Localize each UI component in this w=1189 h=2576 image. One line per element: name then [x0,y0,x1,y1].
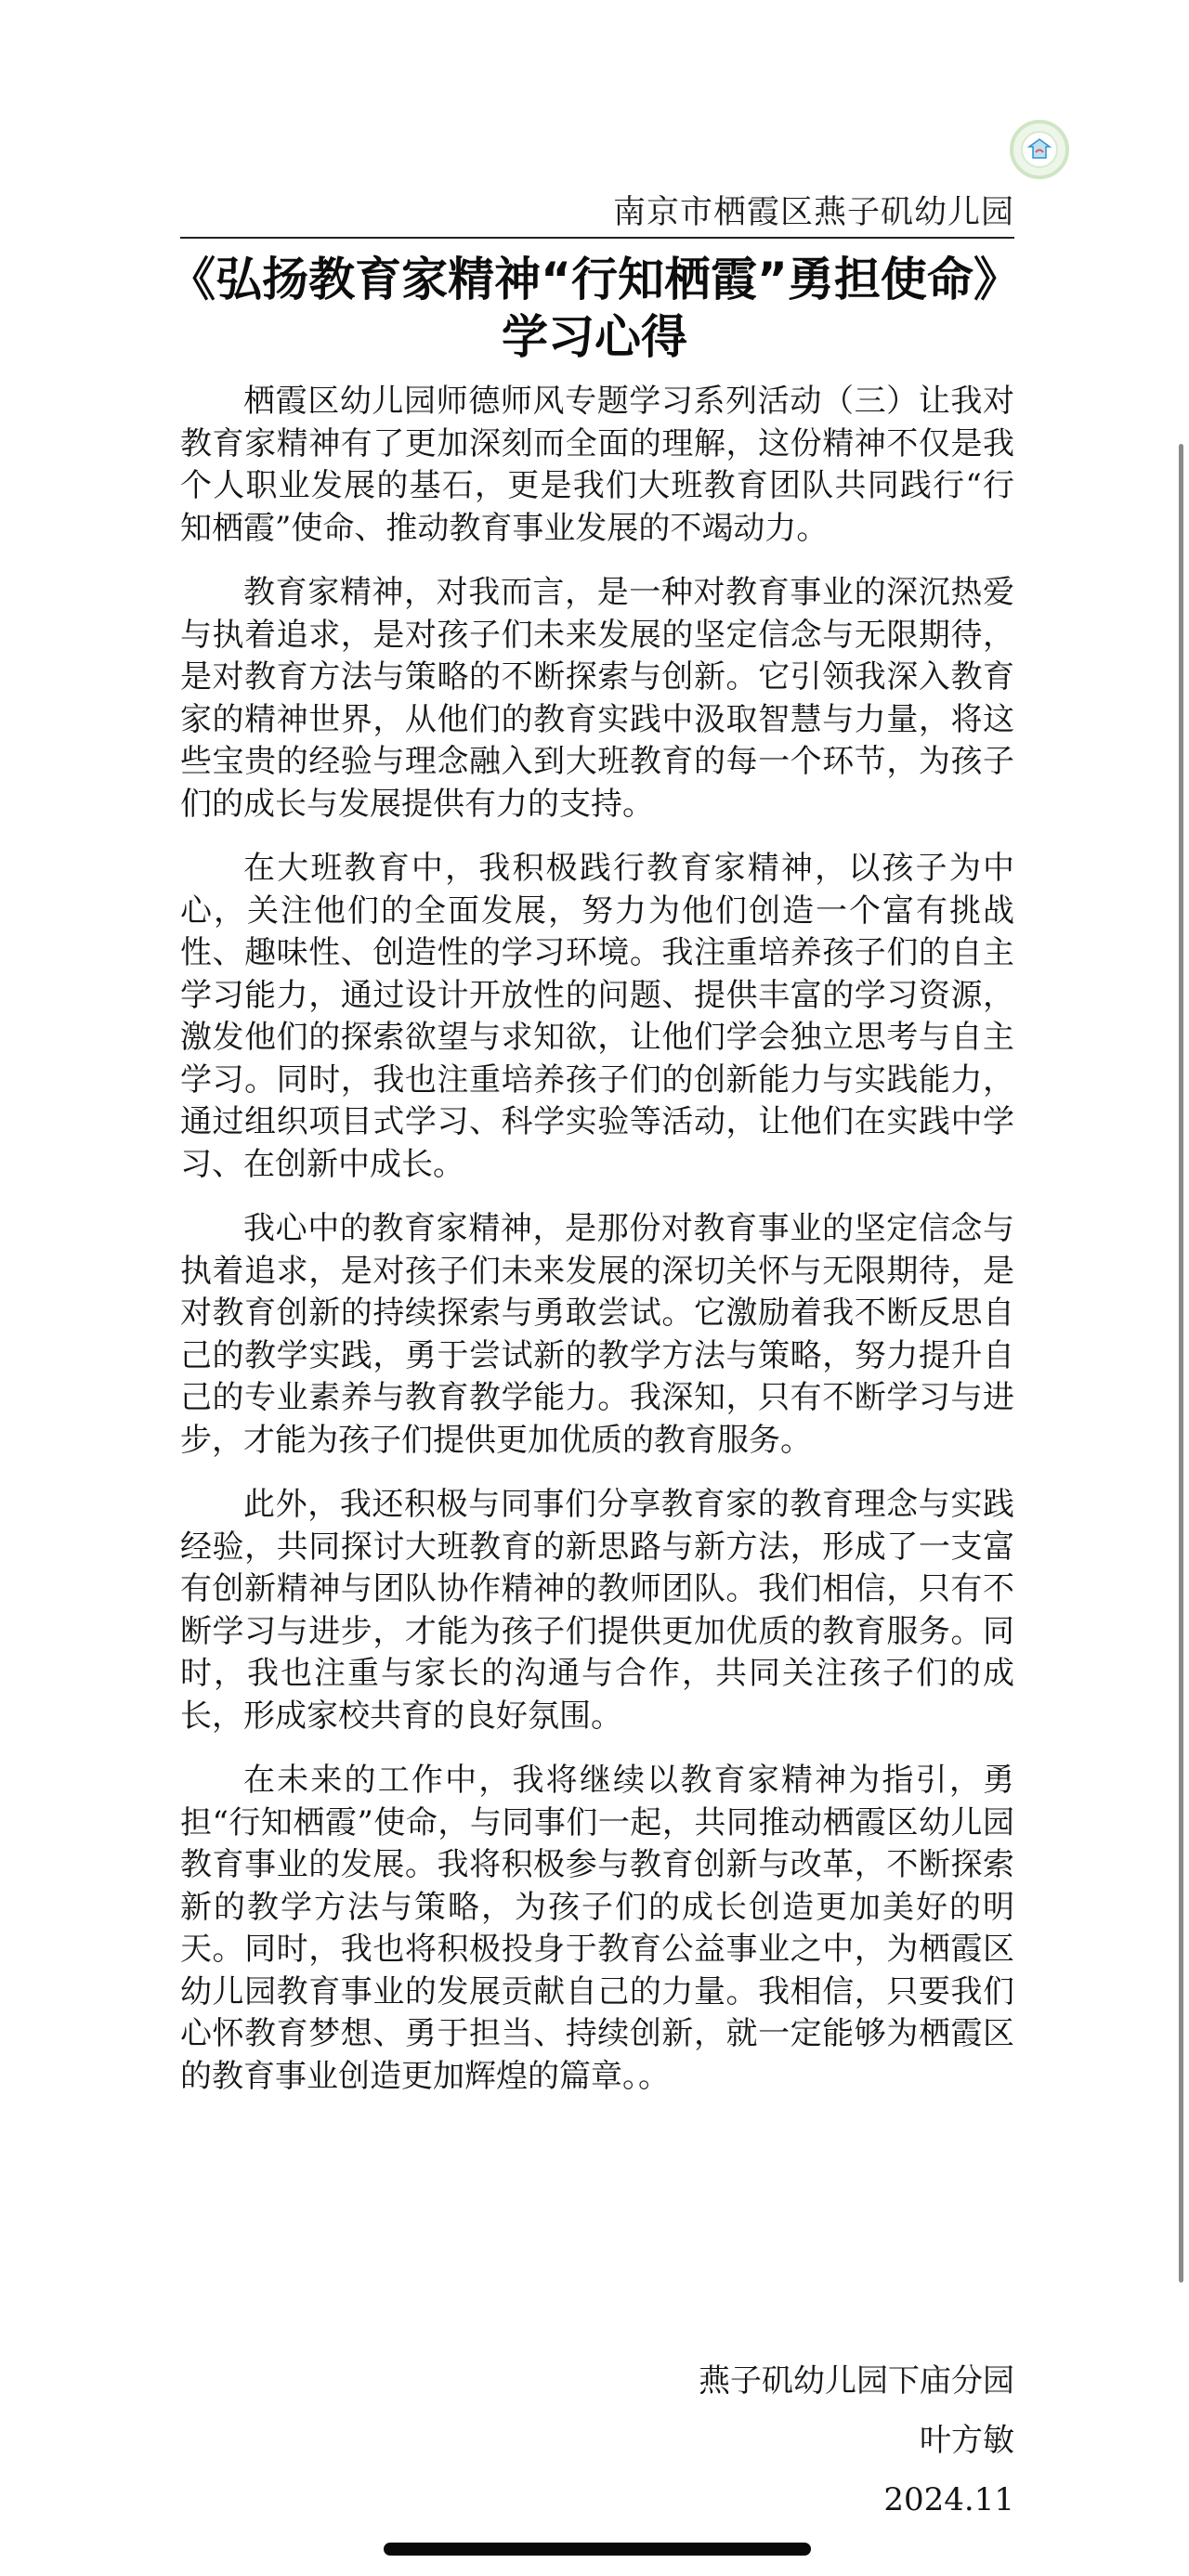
paragraph: 在未来的工作中，我将继续以教育家精神为指引，勇担“行知栖霞”使命，与同事们一起，共同推动栖霞区幼儿园教育事业的发展。我将积极参与教育创新与改革，不断探索新的教学方法与策略，为孩子们的成长创造更加美好的明天。同时，我也将积极投身于教育公益事业之中，为栖霞区幼儿园教育事业的发展贡献自己的力量。我相信，只要我们心怀教育梦想、勇于担当、持续创新，就一定能够为栖霞区的教育事业创造更加辉煌的篇章。。 [180,1762,1014,2095]
signature-date: 2024.11 [883,2481,1014,2518]
kindergarten-emblem-icon [1009,119,1070,180]
home-indicator[interactable] [384,2543,811,2556]
header-bar [180,190,1014,239]
paragraph: 栖霞区幼儿园师德师风专题学习系列活动（三）让我对教育家精神有了更加深刻而全面的理解，这份精神不仅是我个人职业发展的基石，更是我们大班教育团队共同践行“行知栖霞”使命、推动教育事业发展的不竭动力。 [180,383,1014,547]
paragraph: 我心中的教育家精神，是那份对教育事业的坚定信念与执着追求，是对孩子们未来发展的深切关怀与无限期待，是对教育创新的持续探索与勇敢尝试。它激励着我不断反思自己的教学实践，勇于尝试新的教学方法与策略，努力提升自己的专业素养与教育教学能力。我深知，只有不断学习与进步，才能为孩子们提供更加优质的教育服务。 [180,1210,1014,1459]
article-body [180,381,1014,2120]
scrollbar[interactable] [1179,444,1183,2283]
article-title: 《弘扬教育家精神“行知栖霞”勇担使命》学习心得 [169,253,1020,364]
paragraph: 在大班教育中，我积极践行教育家精神，以孩子为中心，关注他们的全面发展，努力为他们创造一个富有挑战性、趣味性、创造性的学习环境。我注重培养孩子们的自主学习能力，通过设计开放性的问题、提供丰富的学习资源，激发他们的探索欲望与求知欲，让他们学会独立思考与自主学习。同时，我也注重培养孩子们的创新能力与实践能力，通过组织项目式学习、科学实验等活动，让他们在实践中学习、在创新中成长。 [180,850,1014,1183]
school-name: 南京市栖霞区燕子矶幼儿园 [612,194,1014,231]
signature-organization: 燕子矶幼儿园下庙分园 [699,2362,1014,2400]
signature-author: 叶方敏 [920,2422,1014,2459]
paragraph: 此外，我还积极与同事们分享教育家的教育理念与实践经验，共同探讨大班教育的新思路与新方法，形成了一支富有创新精神与团队协作精神的教师团队。我们相信，只有不断学习与进步，才能为孩子们提供更加优质的教育服务。同时，我也注重与家长的沟通与合作，共同关注孩子们的成长，形成家校共育的良好氛围。 [180,1486,1014,1735]
paragraph: 教育家精神，对我而言，是一种对教育事业的深沉热爱与执着追求，是对孩子们未来发展的坚定信念与无限期待，是对教育方法与策略的不断探索与创新。它引领我深入教育家的精神世界，从他们的教育实践中汲取智慧与力量，将这些宝贵的经验与理念融入到大班教育的每一个环节，为孩子们的成长与发展提供有力的支持。 [180,574,1014,823]
signature-block [699,2351,1014,2530]
